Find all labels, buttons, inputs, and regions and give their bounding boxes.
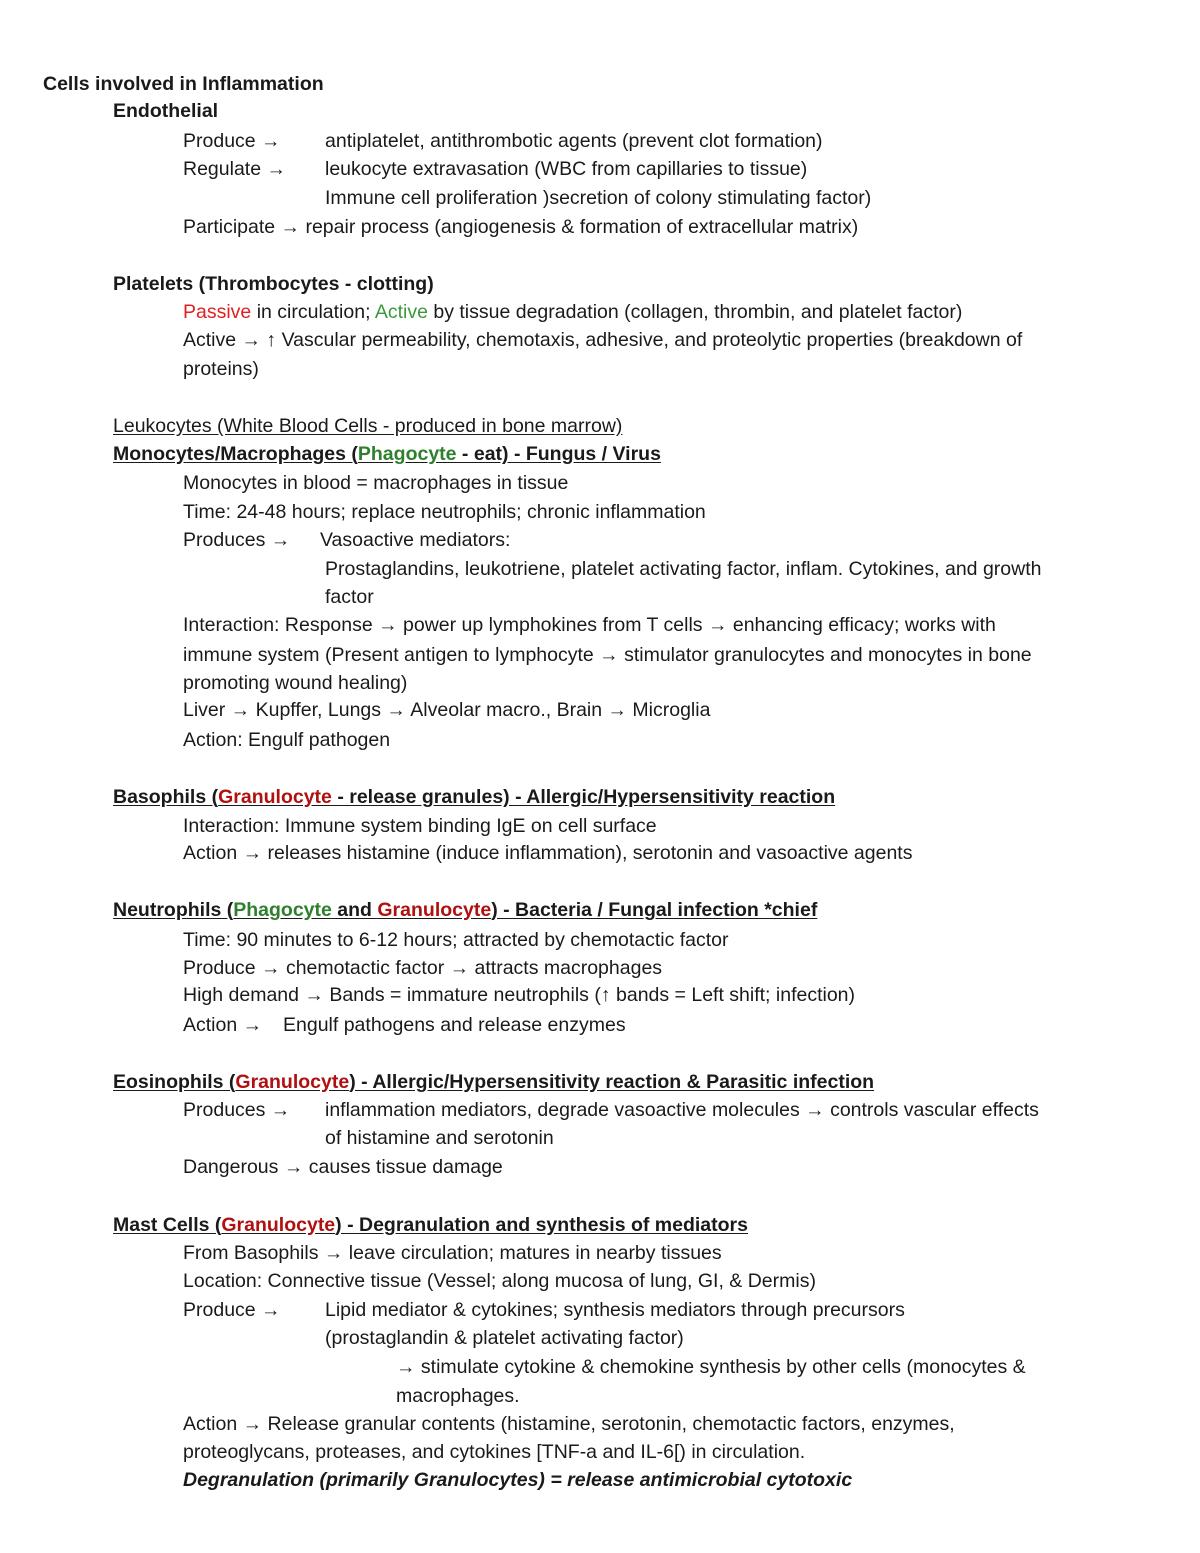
- endothelial-produce-label: Produce →: [183, 130, 281, 152]
- section-heading-endothelial: Endothelial: [113, 100, 219, 122]
- platelets-line-3: proteins): [183, 358, 259, 380]
- endothelial-produce-text: antiplatelet, antithrombotic agents (prevent clot formation): [325, 130, 823, 152]
- section-heading-platelets: Platelets (Thrombocytes - clotting): [113, 273, 434, 295]
- section-heading-mast-cells: [113, 1213, 748, 1237]
- heading-text: ) - Bacteria / Fungal infection *chief: [491, 899, 818, 921]
- phagocyte-text: Phagocyte: [233, 899, 332, 921]
- neutrophils-line-1: Time: 90 minutes to 6-12 hours; attracted by chemotactic factor: [183, 929, 729, 951]
- heading-text: Basophils (: [113, 786, 219, 808]
- mast-produce-text-2: (prostaglandin & platelet activating factor): [325, 1327, 684, 1349]
- monocytes-produces-text: Vasoactive mediators:: [320, 529, 511, 551]
- heading-text: and: [331, 899, 378, 921]
- mast-arrow-text-1: → stimulate cytokine & chemokine synthesis by other cells (monocytes &: [396, 1356, 1026, 1378]
- platelets-line-1: [183, 300, 962, 324]
- monocytes-line-1: Monocytes in blood = macrophages in tissue: [183, 472, 569, 494]
- mast-action-1: Action → Release granular contents (histamine, serotonin, chemotactic factors, enzymes,: [183, 1413, 955, 1435]
- document-title: Cells involved in Inflammation: [43, 73, 324, 95]
- mast-line-1: From Basophils → leave circulation; matures in nearby tissues: [183, 1242, 722, 1264]
- section-heading-monocytes: [113, 442, 661, 466]
- heading-text: ) - Allergic/Hypersensitivity reaction & Parasitic infection: [349, 1071, 875, 1093]
- in-circulation-text: in circulation;: [251, 301, 375, 323]
- heading-text: - eat) - Fungus / Virus: [456, 443, 661, 465]
- section-heading-basophils: [113, 785, 835, 809]
- passive-text: Passive: [183, 301, 252, 323]
- heading-text: Neutrophils (: [113, 899, 234, 921]
- degranulation-note: Degranulation (primarily Granulocytes) = release antimicrobial cytotoxic: [183, 1469, 853, 1491]
- monocytes-produces-label: Produces →: [183, 529, 291, 551]
- monocytes-line-10: Action: Engulf pathogen: [183, 729, 391, 751]
- platelets-line-2: Active → ↑ Vascular permeability, chemotaxis, adhesive, and proteolytic properties (breakdown of: [183, 329, 1023, 351]
- heading-text: ) - Degranulation and synthesis of mediators: [335, 1214, 748, 1236]
- mast-line-2: Location: Connective tissue (Vessel; along mucosa of lung, GI, & Dermis): [183, 1270, 816, 1292]
- active-text: Active: [374, 301, 428, 323]
- endothelial-regulate-text-1: leukocyte extravasation (WBC from capillaries to tissue): [325, 158, 808, 180]
- endothelial-participate: Participate → repair process (angiogenesis & formation of extracellular matrix): [183, 216, 859, 238]
- mast-produce-text-1: Lipid mediator & cytokines; synthesis mediators through precursors: [325, 1299, 905, 1321]
- section-heading-eosinophils: [113, 1070, 874, 1094]
- neutrophils-action-label: Action →: [183, 1014, 263, 1036]
- neutrophils-line-2: Produce → chemotactic factor → attracts macrophages: [183, 957, 663, 979]
- tissue-degradation-text: by tissue degradation (collagen, thrombin, and platelet factor): [427, 301, 963, 323]
- endothelial-regulate-text-2: Immune cell proliferation )secretion of colony stimulating factor): [325, 187, 872, 209]
- monocytes-line-8: promoting wound healing): [183, 672, 408, 694]
- heading-text: Mast Cells (: [113, 1214, 222, 1236]
- granulocyte-text: Granulocyte: [377, 899, 492, 921]
- basophils-line-1: Interaction: Immune system binding IgE on cell surface: [183, 815, 657, 837]
- granulocyte-text: Granulocyte: [221, 1214, 336, 1236]
- monocytes-line-4: Prostaglandins, leukotriene, platelet activating factor, inflam. Cytokines, and growth: [325, 558, 1042, 580]
- monocytes-line-9: Liver → Kupffer, Lungs → Alveolar macro., Brain → Microglia: [183, 699, 711, 721]
- mast-action-2: proteoglycans, proteases, and cytokines [TNF-a and IL-6[) in circulation.: [183, 1441, 806, 1463]
- heading-text: Eosinophils (: [113, 1071, 236, 1093]
- eosinophils-line-3: Dangerous → causes tissue damage: [183, 1156, 503, 1178]
- neutrophils-line-3: High demand → Bands = immature neutrophils (↑ bands = Left shift; infection): [183, 984, 856, 1006]
- eosinophils-produces-text-2: of histamine and serotonin: [325, 1127, 554, 1149]
- heading-text: - release granules) - Allergic/Hypersensitivity reaction: [331, 786, 836, 808]
- heading-text: Monocytes/Macrophages (: [113, 443, 358, 465]
- basophils-line-2: Action → releases histamine (induce inflammation), serotonin and vasoactive agents: [183, 842, 913, 864]
- mast-arrow-text-2: macrophages.: [396, 1385, 520, 1407]
- monocytes-line-6: Interaction: Response → power up lymphokines from T cells → enhancing efficacy; works with: [183, 614, 996, 636]
- monocytes-line-5: factor: [325, 586, 374, 608]
- section-heading-neutrophils: [113, 898, 817, 922]
- granulocyte-text: Granulocyte: [235, 1071, 350, 1093]
- neutrophils-action-text: Engulf pathogens and release enzymes: [283, 1014, 626, 1036]
- phagocyte-text: Phagocyte: [357, 443, 457, 465]
- section-heading-leukocytes: Leukocytes (White Blood Cells - produced in bone marrow): [113, 415, 623, 437]
- eosinophils-produces-label: Produces →: [183, 1099, 291, 1121]
- granulocyte-text: Granulocyte: [218, 786, 332, 808]
- endothelial-regulate-label: Regulate →: [183, 158, 286, 180]
- monocytes-line-2: Time: 24-48 hours; replace neutrophils; chronic inflammation: [183, 501, 706, 523]
- eosinophils-produces-text-1: inflammation mediators, degrade vasoactive molecules → controls vascular effects: [325, 1099, 1039, 1121]
- monocytes-line-7: immune system (Present antigen to lymphocyte → stimulator granulocytes and monocytes in bone: [183, 644, 1032, 666]
- mast-produce-label: Produce →: [183, 1299, 281, 1321]
